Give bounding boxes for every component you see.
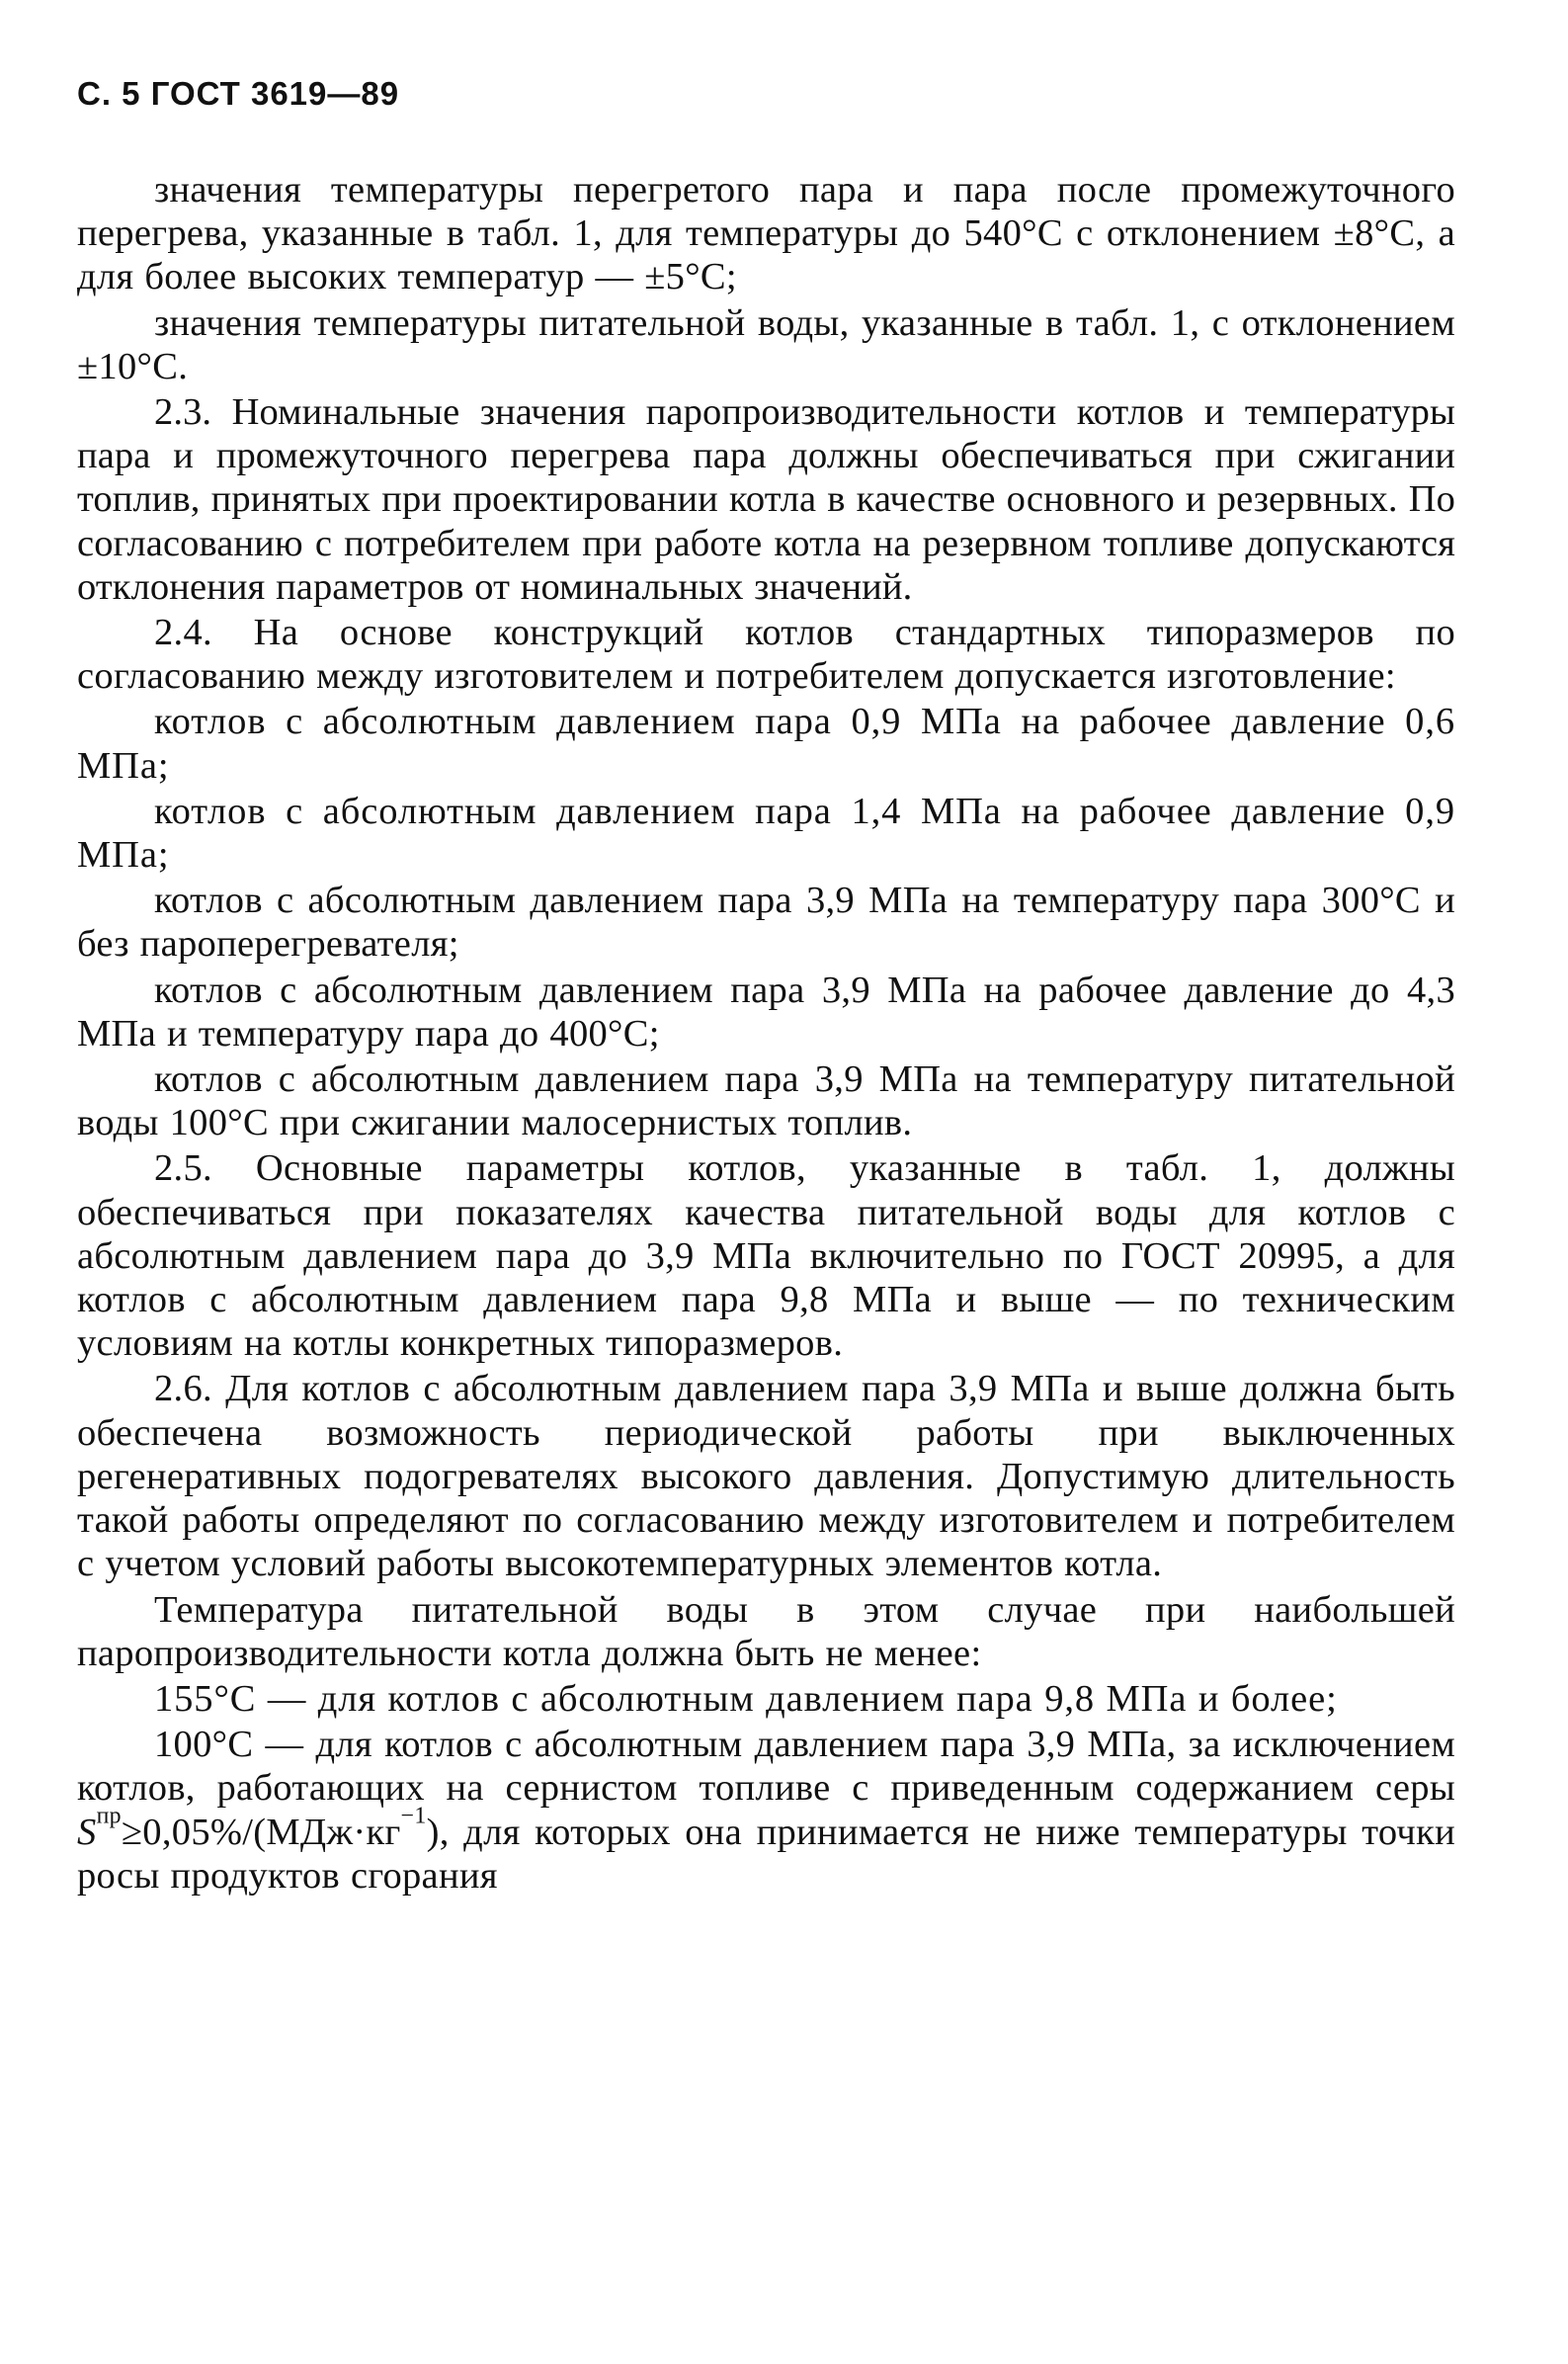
list-item-boiler-3-9-300: котлов с абсолютным давлением пара 3,9 МПа на температуру пара 300°С и без пароперегревателя;: [77, 880, 1455, 966]
paragraph-2-5: 2.5. Основные параметры котлов, указанные в табл. 1, должны обеспечиваться при показателях качества питательной воды для котлов с абсолютным давлением пара до 3,9 МПа включительно по ГОСТ 20995, а для котлов с абсолютным давлением пара 9,8 МПа и выше — по техническим условиям на котлы конкретных типоразмеров.: [77, 1147, 1455, 1365]
list-item-155c: 155°С — для котлов с абсолютным давлением пара 9,8 МПа и более;: [154, 1677, 1338, 1720]
paragraph-2-6: 2.6. Для котлов с абсолютным давлением пара 3,9 МПа и выше должна быть обеспечена возможность периодической работы при выключенных регенеративных подогревателях высокого давления. Допустимую длительность такой работы определяют по согласованию между изготовителем и потребителем с учетом условий работы высокотемпературных элементов котла.: [77, 1368, 1455, 1585]
list-item-100c-text-c: ), для которых она принимается не ниже температуры точки росы продуктов сгорания: [77, 1811, 1455, 1897]
paragraph-2-4: 2.4. На основе конструкций котлов стандартных типоразмеров по согласованию между изготовителем и потребителем допускается изготовление:: [77, 612, 1455, 698]
paragraph-feedwater-temperature: значения температуры питательной воды, указанные в табл. 1, с отклонением ±10°С.: [77, 301, 1455, 387]
list-item-boiler-3-9-4-3: котлов с абсолютным давлением пара 3,9 МПа на рабочее давление до 4,3 МПа и температуру пара до 400°С;: [77, 969, 1455, 1055]
running-head: С. 5 ГОСТ 3619—89: [77, 75, 400, 112]
sulfur-symbol-superscript: пр: [96, 1803, 122, 1829]
body-text: [77, 168, 1455, 1900]
list-item-boiler-3-9-100: котлов с абсолютным давлением пара 3,9 МПа на температуру питательной воды 100°С при сжигании малосернистых топлив.: [77, 1058, 1455, 1144]
paragraph-2-3: 2.3. Номинальные значения паропроизводительности котлов и температуры пара и промежуточного перегрева пара должны обеспечиваться при сжигании топлив, принятых при проектировании котла в качестве основного и резервных. По согласованию с потребителем при работе котла на резервном топливе допускаются отклонения параметров от номинальных значений.: [77, 391, 1455, 608]
paragraph-temperature-steam: значения температуры перегретого пара и пара после промежуточного перегрева, указанные в табл. 1, для температуры до 540°С с отклонением ±8°С, а для более высоких температур — ±5°С;: [77, 169, 1455, 298]
list-item-boiler-1-4: котлов с абсолютным давлением пара 1,4 МПа на рабочее давление 0,9 МПа;: [77, 790, 1455, 877]
list-item-100c-text-b: ≥0,05%/(МДж·кг: [121, 1811, 401, 1853]
list-item-100c: [77, 1723, 1455, 1898]
sulfur-symbol: S: [77, 1811, 97, 1853]
paragraph-feedwater-min: Температура питательной воды в этом случае при наибольшей паропроизводительности котла должна быть не менее:: [77, 1588, 1455, 1674]
list-item-100c-text-a: 100°С — для котлов с абсолютным давлением пара 3,9 МПа, за исключением котлов, работающих на сернистом топливе с приведенным содержанием серы: [77, 1724, 1455, 1810]
list-item-boiler-0-9: котлов с абсолютным давлением пара 0,9 МПа на рабочее давление 0,6 МПа;: [77, 701, 1455, 787]
unit-exponent: −1: [400, 1803, 427, 1829]
